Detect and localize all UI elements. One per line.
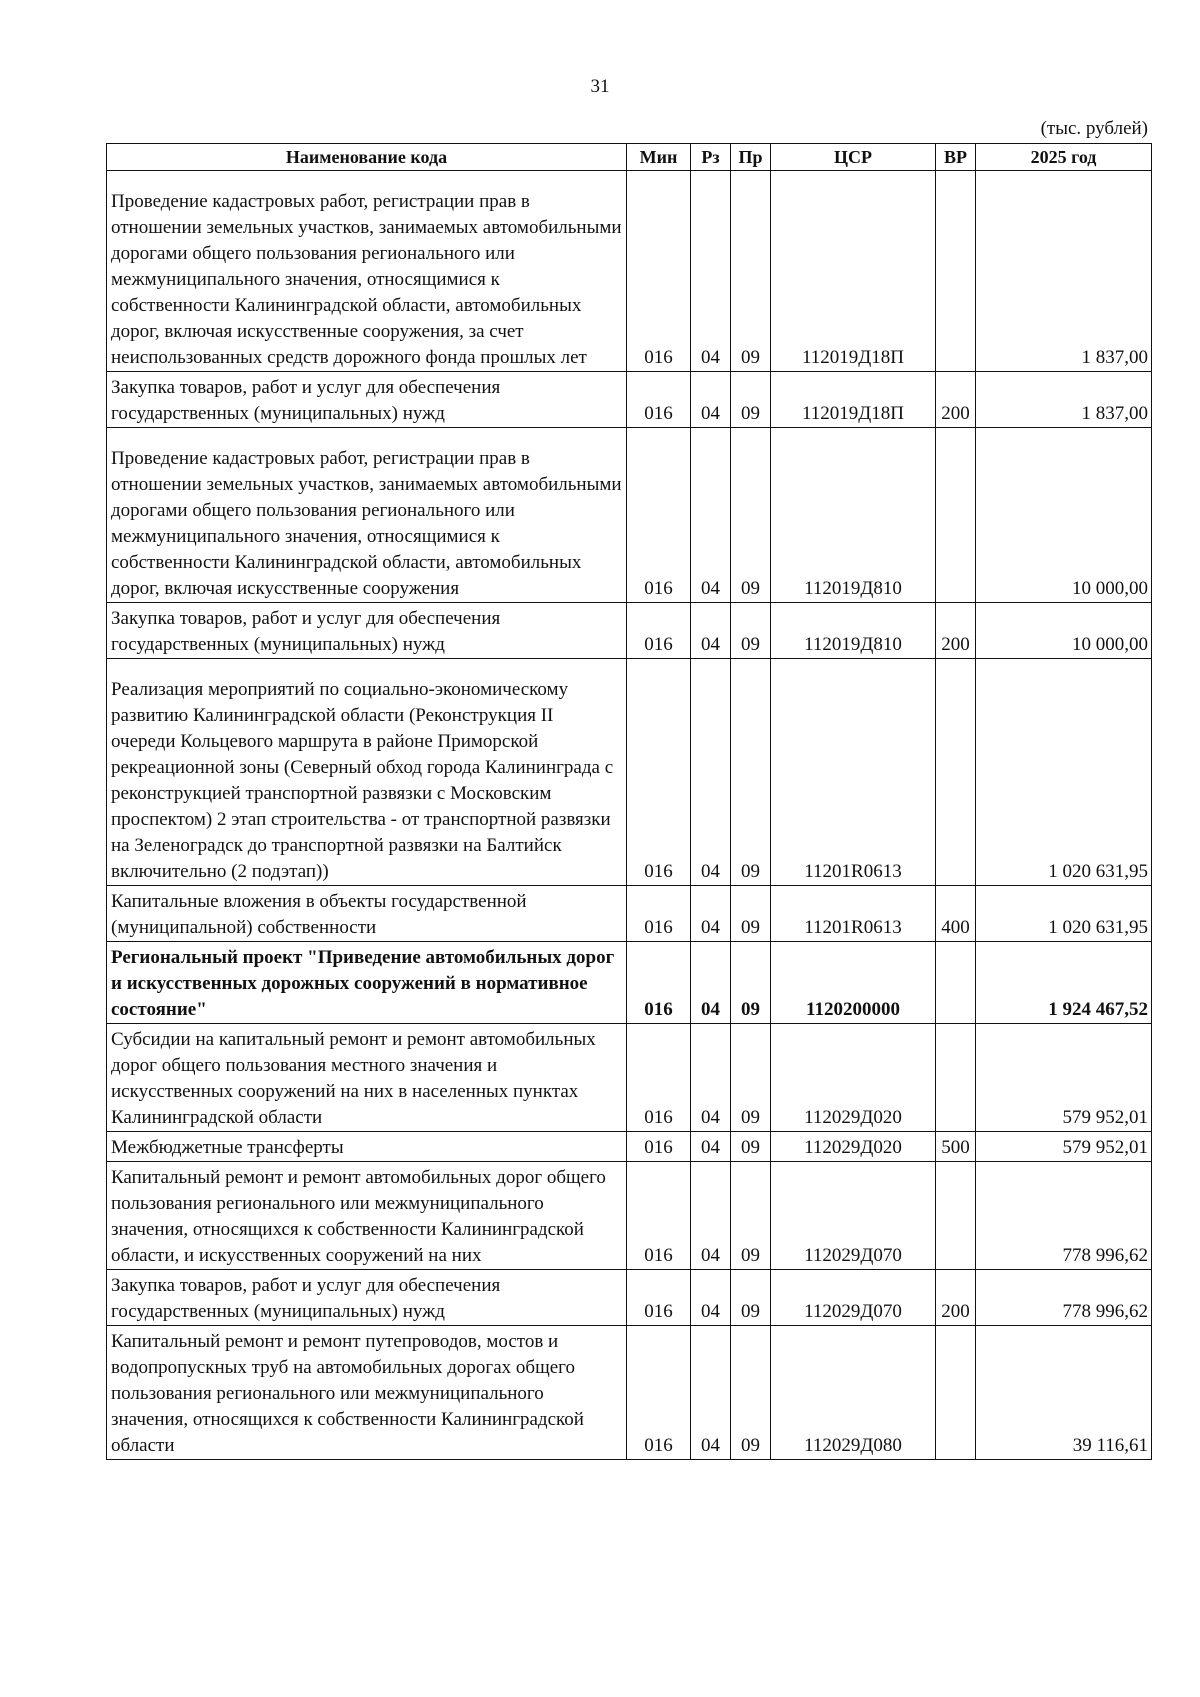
- row-amount: 1 837,00: [976, 372, 1152, 428]
- table-row: [107, 1270, 1152, 1326]
- header-name: Наименование кода: [107, 144, 627, 171]
- row-min: 016: [627, 1270, 691, 1326]
- row-amount: 1 837,00: [976, 171, 1152, 372]
- header-csr: ЦСР: [771, 144, 936, 171]
- row-min: 016: [627, 428, 691, 603]
- row-name: Закупка товаров, работ и услуг для обеспечения государственных (муниципальных) нужд: [107, 1270, 627, 1326]
- row-pr: 09: [731, 1270, 771, 1326]
- row-min: 016: [627, 1326, 691, 1460]
- row-vr: [936, 942, 976, 1024]
- row-csr: 11201R0613: [771, 886, 936, 942]
- row-vr: [936, 171, 976, 372]
- row-rz: 04: [691, 886, 731, 942]
- row-rz: 04: [691, 1270, 731, 1326]
- row-pr: 09: [731, 372, 771, 428]
- row-min: 016: [627, 1132, 691, 1162]
- units-note: (тыс. рублей): [1040, 118, 1148, 139]
- row-pr: 09: [731, 603, 771, 659]
- row-csr: 112029Д070: [771, 1270, 936, 1326]
- row-rz: 04: [691, 1162, 731, 1270]
- row-vr: 500: [936, 1132, 976, 1162]
- row-csr: 112029Д020: [771, 1132, 936, 1162]
- table-row: [107, 428, 1152, 603]
- budget-body: [107, 171, 1152, 1460]
- row-pr: 09: [731, 171, 771, 372]
- row-name: Проведение кадастровых работ, регистрации прав в отношении земельных участков, занимаемых автомобильными дорогами общего пользования регионального или межмуниципального значения, относящимися к собственности Калининградской области, автомобильных дорог, включая искусственные сооружения, за счет неиспользованных средств дорожного фонда прошлых лет: [107, 171, 627, 372]
- row-amount: 579 952,01: [976, 1024, 1152, 1132]
- row-rz: 04: [691, 659, 731, 886]
- header-min: Мин: [627, 144, 691, 171]
- header-vr: ВР: [936, 144, 976, 171]
- row-rz: 04: [691, 603, 731, 659]
- row-vr: 200: [936, 372, 976, 428]
- row-min: 016: [627, 1162, 691, 1270]
- row-vr: 400: [936, 886, 976, 942]
- row-amount: 10 000,00: [976, 603, 1152, 659]
- row-csr: 112019Д18П: [771, 372, 936, 428]
- row-rz: 04: [691, 1326, 731, 1460]
- row-name: Межбюджетные трансферты: [107, 1132, 627, 1162]
- table-row: [107, 659, 1152, 886]
- row-amount: 39 116,61: [976, 1326, 1152, 1460]
- row-pr: 09: [731, 428, 771, 603]
- row-vr: [936, 1162, 976, 1270]
- row-min: 016: [627, 1024, 691, 1132]
- row-amount: 778 996,62: [976, 1270, 1152, 1326]
- row-csr: 11201R0613: [771, 659, 936, 886]
- row-rz: 04: [691, 428, 731, 603]
- row-name: Проведение кадастровых работ, регистрации прав в отношении земельных участков, занимаемых автомобильными дорогами общего пользования регионального или межмуниципального значения, относящимися к собственности Калининградской области, автомобильных дорог, включая искусственные сооружения: [107, 428, 627, 603]
- row-csr: 112029Д070: [771, 1162, 936, 1270]
- table-row: [107, 1326, 1152, 1460]
- table-row: [107, 171, 1152, 372]
- row-name: Капитальные вложения в объекты государственной (муниципальной) собственности: [107, 886, 627, 942]
- row-amount: 1 924 467,52: [976, 942, 1152, 1024]
- row-rz: 04: [691, 171, 731, 372]
- table-row: [107, 942, 1152, 1024]
- table-row: [107, 372, 1152, 428]
- row-vr: 200: [936, 603, 976, 659]
- row-vr: 200: [936, 1270, 976, 1326]
- row-name: Закупка товаров, работ и услуг для обеспечения государственных (муниципальных) нужд: [107, 372, 627, 428]
- row-min: 016: [627, 603, 691, 659]
- row-min: 016: [627, 372, 691, 428]
- row-csr: 112019Д18П: [771, 171, 936, 372]
- row-csr: 112029Д080: [771, 1326, 936, 1460]
- row-pr: 09: [731, 659, 771, 886]
- row-csr: 1120200000: [771, 942, 936, 1024]
- row-name: Субсидии на капитальный ремонт и ремонт автомобильных дорог общего пользования местного значения и искусственных сооружений на них в населенных пунктах Калининградской области: [107, 1024, 627, 1132]
- row-name: Закупка товаров, работ и услуг для обеспечения государственных (муниципальных) нужд: [107, 603, 627, 659]
- row-rz: 04: [691, 942, 731, 1024]
- row-amount: 1 020 631,95: [976, 886, 1152, 942]
- row-csr: 112019Д810: [771, 428, 936, 603]
- row-rz: 04: [691, 372, 731, 428]
- row-pr: 09: [731, 1132, 771, 1162]
- row-min: 016: [627, 171, 691, 372]
- row-pr: 09: [731, 942, 771, 1024]
- row-name: Капитальный ремонт и ремонт автомобильных дорог общего пользования регионального или межмуниципального значения, относящихся к собственности Калининградской области, и искусственных сооружений на них: [107, 1162, 627, 1270]
- table-row: [107, 603, 1152, 659]
- row-amount: 579 952,01: [976, 1132, 1152, 1162]
- row-vr: [936, 1024, 976, 1132]
- row-pr: 09: [731, 1162, 771, 1270]
- header-year: 2025 год: [976, 144, 1152, 171]
- row-pr: 09: [731, 1024, 771, 1132]
- row-min: 016: [627, 659, 691, 886]
- page-number: 31: [590, 76, 610, 97]
- header-rz: Рз: [691, 144, 731, 171]
- row-min: 016: [627, 886, 691, 942]
- row-amount: 10 000,00: [976, 428, 1152, 603]
- row-pr: 09: [731, 886, 771, 942]
- row-csr: 112029Д020: [771, 1024, 936, 1132]
- row-name: Региональный проект "Приведение автомобильных дорог и искусственных дорожных сооружений в нормативное состояние": [107, 942, 627, 1024]
- row-vr: [936, 428, 976, 603]
- table-row: [107, 1024, 1152, 1132]
- row-name: Реализация мероприятий по социально-экономическому развитию Калининградской области (Реконструкция II очереди Кольцевого маршрута в районе Приморской рекреационной зоны (Северный обход города Калининграда с реконструкцией транспортной развязки с Московским проспектом) 2 этап строительства - от транспортной развязки на Зеленоградск до транспортной развязки на Балтийск включительно (2 подэтап)): [107, 659, 627, 886]
- header-row: [107, 144, 1152, 171]
- table-row: [107, 886, 1152, 942]
- row-min: 016: [627, 942, 691, 1024]
- row-amount: 778 996,62: [976, 1162, 1152, 1270]
- row-vr: [936, 659, 976, 886]
- row-amount: 1 020 631,95: [976, 659, 1152, 886]
- header-pr: Пр: [731, 144, 771, 171]
- row-rz: 04: [691, 1132, 731, 1162]
- row-pr: 09: [731, 1326, 771, 1460]
- table-row: [107, 1162, 1152, 1270]
- row-vr: [936, 1326, 976, 1460]
- table-row: [107, 1132, 1152, 1162]
- budget-table: [106, 143, 1152, 1460]
- row-name: Капитальный ремонт и ремонт путепроводов, мостов и водопропускных труб на автомобильных дорогах общего пользования регионального или межмуниципального значения, относящихся к собственности Калининградской области: [107, 1326, 627, 1460]
- row-rz: 04: [691, 1024, 731, 1132]
- row-csr: 112019Д810: [771, 603, 936, 659]
